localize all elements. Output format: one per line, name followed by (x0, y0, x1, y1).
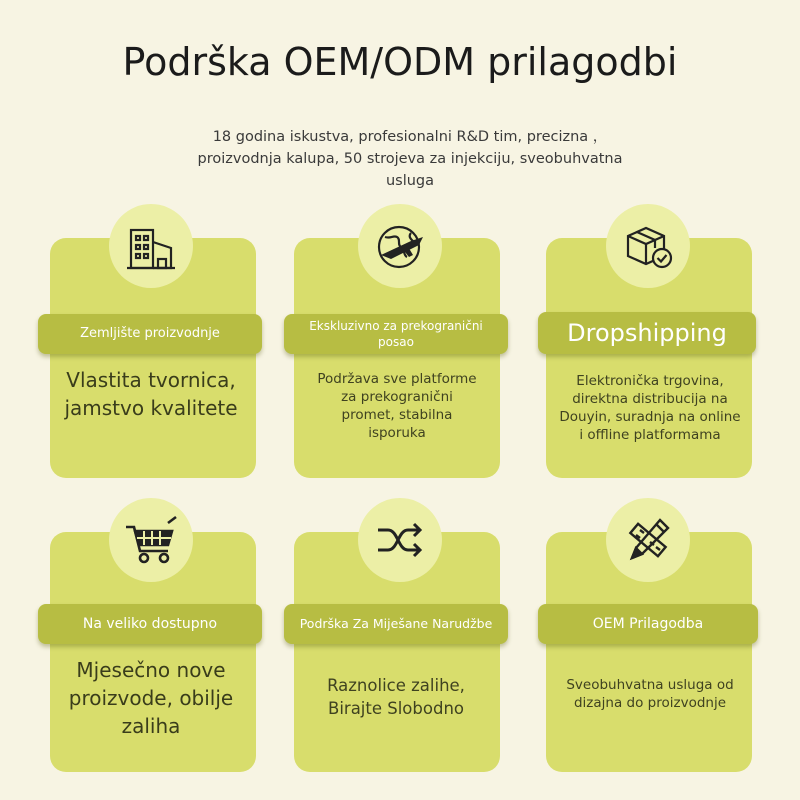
globe-airplane-icon (358, 204, 442, 288)
page-subtitle: 18 godina iskustva, profesionalni R&D tim, precizna ， proizvodnja kalupa, 50 strojeva za injekciju, sveobuhvatna usluga (197, 129, 623, 189)
factory-buildings-icon (109, 204, 193, 288)
card-label-dropshipping: Dropshipping (538, 312, 756, 354)
card-label-production: Zemljište proizvodnje (38, 314, 262, 354)
card-description-oem-customization: Sveobuhvatna usluga od dizajna do proizvodnje (566, 677, 734, 711)
card-label-oem-customization: OEM Prilagodba (538, 604, 758, 644)
page-title: Podrška OEM/ODM prilagodbi (122, 40, 678, 84)
package-check-icon (606, 204, 690, 288)
shopping-cart-icon (109, 498, 193, 582)
shuffle-icon (358, 498, 442, 582)
pencil-ruler-icon (606, 498, 690, 582)
card-description-wholesale: Mjesečno nove proizvode, obilje zaliha (68, 658, 234, 738)
card-description-mixed-orders: Raznolice zalihe, Birajte Slobodno (327, 676, 465, 718)
card-description-production: Vlastita tvornica, jamstvo kvalitete (64, 368, 238, 420)
card-label-cross-border: Ekskluzivno za prekogranični posao (284, 314, 508, 354)
card-description-cross-border: Podržava sve platforme za prekogranični promet, stabilna isporuka (317, 371, 477, 441)
card-label-mixed-orders: Podrška Za Miješane Narudžbe (284, 604, 508, 644)
card-label-wholesale: Na veliko dostupno (38, 604, 262, 644)
card-description-dropshipping: Elektronička trgovina, direktna distribucija na Douyin, suradnja na online i offline platformama (559, 373, 741, 443)
